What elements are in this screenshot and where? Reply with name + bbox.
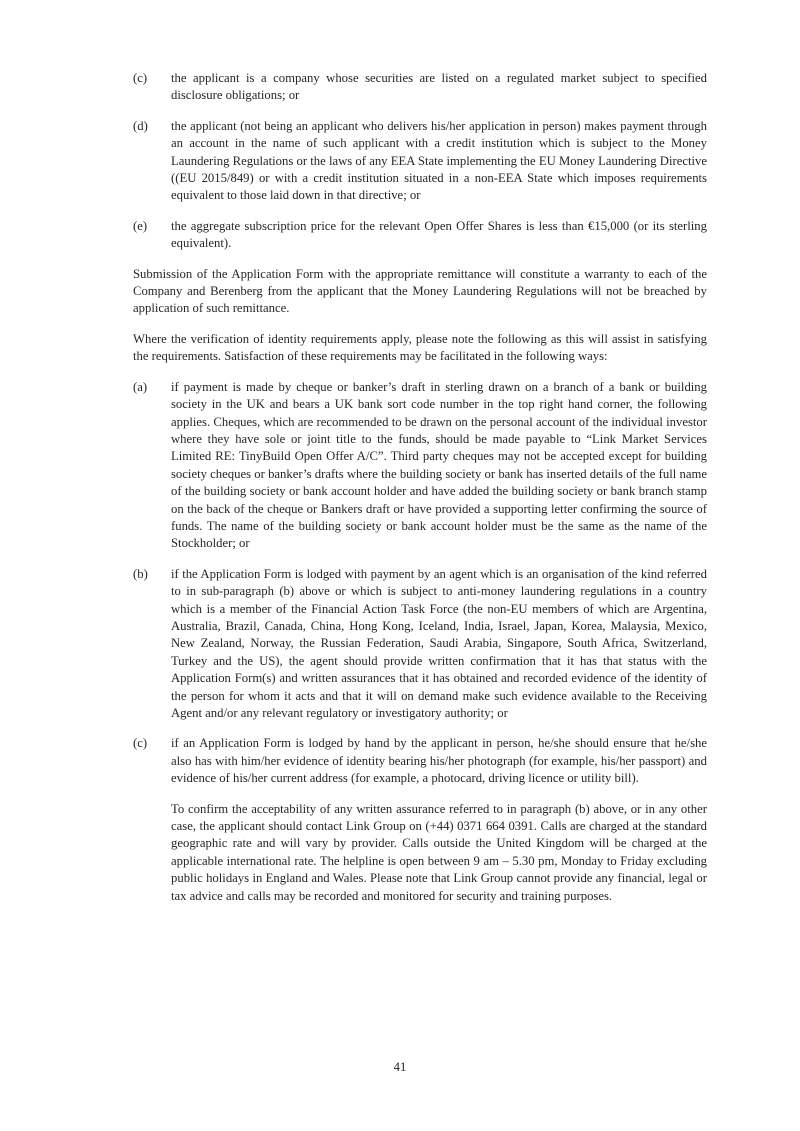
list-item (133, 118, 707, 205)
list-item-marker: (a) (133, 379, 148, 394)
list-item (133, 566, 707, 723)
page-number: 41 (393, 1060, 407, 1074)
list-item (133, 735, 707, 787)
list-item (133, 218, 707, 253)
list-item-text: the applicant (not being an applicant who delivers his/her application in person) makes payment through an account in the name of such applicant with a credit institution which is subject to the Money Laundering Regulations or the laws of any EEA State implementing the EU Money Laundering Directive ((EU 2015/849) or with a credit institution situated in a non-EEA State which imposes requirements equivalent to those laid down in that directive; or (171, 118, 707, 203)
list-item-text: if the Application Form is lodged with payment by an agent which is an organisation of the kind referred to in sub-paragraph (b) above or which is subject to anti-money laundering regulations in a country which is a member of the Financial Action Task Force (the non-EU members of which are Argentina, Australia, Brazil, Canada, China, Hong Kong, Iceland, India, Israel, Japan, Korea, Malaysia, Mexico, New Zealand, Norway, the Russian Federation, Saudi Arabia, Singapore, South Africa, Switzerland, Turkey and the US), the agent should provide written confirmation that it has that status with the Application Form(s) and written assurances that it has obtained and recorded evidence of the identity of the person for whom it acts and that it will on demand make such evidence available to the Receiving Agent and/or any relevant regulatory or investigatory authority; or (171, 566, 707, 720)
list-item-text: the aggregate subscription price for the relevant Open Offer Shares is less than €15,000 (or its sterling equivalent). (171, 218, 707, 251)
list-item-marker: (c) (133, 71, 148, 85)
page-body (133, 70, 707, 918)
paragraph: Where the verification of identity requirements apply, please note the following as this will assist in satisfying the requirements. Satisfaction of these requirements may be facilitated in the following ways: (133, 331, 707, 364)
paragraph: Submission of the Application Form with the appropriate remittance will constitute a warranty to each of the Company and Berenberg from the applicant that the Money Laundering Regulations will not be breached by application of such remittance. (133, 266, 707, 316)
list-item-text: if an Application Form is lodged by hand by the applicant in person, he/she should ensure that he/she also has with him/her evidence of identity bearing his/her photograph (for example, his/her passport) and evidence of his/her current address (for example, a photocard, driving licence or utility bill). (171, 736, 707, 786)
list-item-marker: (d) (133, 118, 148, 133)
list-item-marker: (e) (133, 218, 148, 233)
list-item-text: if payment is made by cheque or banker’s draft in sterling drawn on a branch of a bank or building society in the UK and bears a UK bank sort code number in the top right hand corner, the following applies. Cheques, which are recommended to be drawn on the personal account of the individual investor where they have sole or joint title to the funds, should be made payable to “Link Market Services Limited RE: TinyBuild Open Offer A/C”. Third party cheques may not be accepted except for building society cheques or banker’s drafts where the building society or bank has inserted details of the full name of the building society or bank account holder and have added the building society or bank branch stamp on the back of the cheque or Bankers draft or have provided a supporting letter confirming the source of funds. The name of the building society or bank account holder must be the same as the name of the Stockholder; or (171, 379, 707, 551)
list-item-marker: (c) (133, 736, 148, 751)
indented-paragraph: To confirm the acceptability of any written assurance referred to in paragraph (b) above, or in any other case, the applicant should contact Link Group on (+44) 0371 664 0391. Calls are charged at the standard geographic rate and will vary by provider. Calls outside the United Kingdom will be charged at the applicable international rate. The helpline is open between 9 am – 5.30 pm, Monday to Friday excluding public holidays in England and Wales. Please note that Link Group cannot provide any financial, legal or tax advice and calls may be recorded and monitored for security and training purposes. (171, 801, 707, 903)
list-item-text: the applicant is a company whose securities are listed on a regulated market subject to specified disclosure obligations; or (171, 71, 707, 103)
list-item (133, 379, 707, 553)
list-item (133, 70, 707, 105)
list-item-marker: (b) (133, 566, 148, 581)
